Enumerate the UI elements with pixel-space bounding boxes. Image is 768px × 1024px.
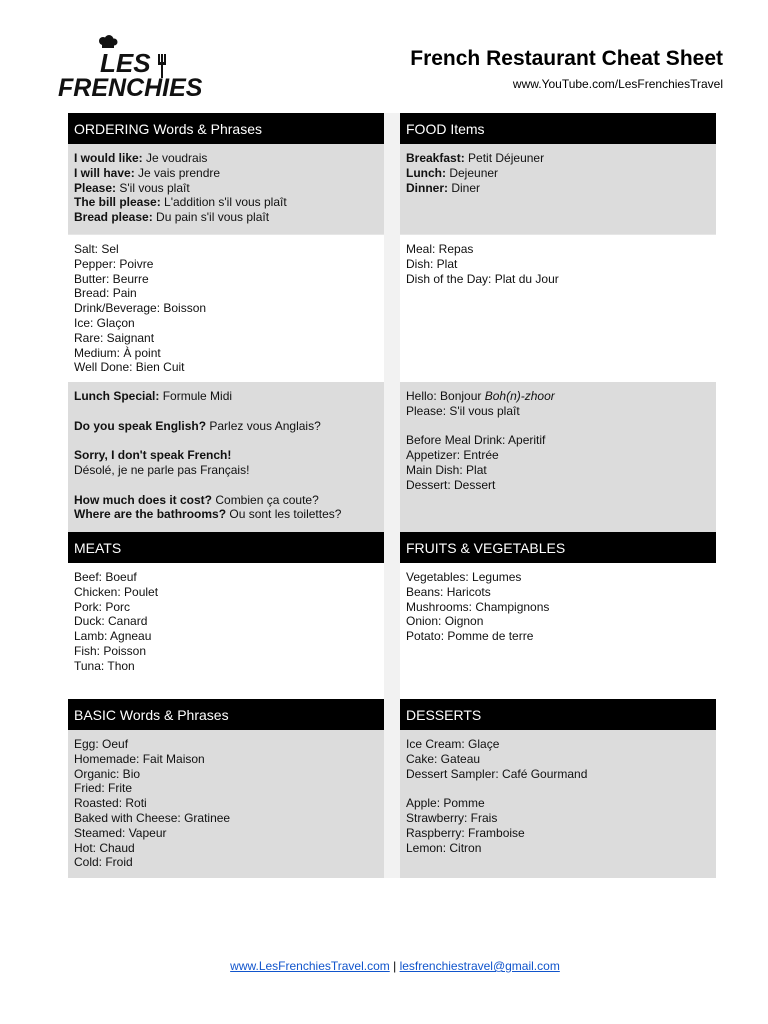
vocab-line: Cold: Froid <box>74 855 133 870</box>
vocab-line: Meal: Repas <box>406 242 474 256</box>
vocab-line: Main Dish: Plat <box>406 462 487 477</box>
vocab-line: Dish: Plat <box>406 256 458 271</box>
ordering-basics <box>68 234 384 382</box>
basic-header: BASIC Words & Phrases <box>68 699 384 730</box>
vocab-line: Ice Cream: Glaçe <box>406 737 500 751</box>
vocab-line: Well Done: Bien Cuit <box>74 360 185 375</box>
vocab-line: Cake: Gateau <box>406 751 481 766</box>
vocab-line: Fried: Frite <box>74 781 133 796</box>
vocab-line: Roasted: Roti <box>74 796 147 811</box>
ordering-header: ORDERING Words & Phrases <box>68 113 384 144</box>
phrase-line: Désolé, je ne parle pas Français! <box>74 462 250 477</box>
spacer <box>406 419 716 434</box>
vocab-line: Raspberry: Framboise <box>406 825 525 840</box>
vocab-line: Beef: Boeuf <box>74 570 137 584</box>
footer <box>0 959 768 973</box>
vocab-line: Hot: Chaud <box>74 840 135 855</box>
vocab-line: Medium: À point <box>74 345 161 360</box>
phrase-line: The bill please: L'addition s'il vous plaît <box>74 195 287 210</box>
food-dishes <box>400 234 716 382</box>
ordering-phrases <box>68 144 384 234</box>
phrase-line: I will have: Je vais prendre <box>74 165 221 180</box>
food-header: FOOD Items <box>400 113 716 144</box>
phrase-line: Lunch: Dejeuner <box>406 165 499 180</box>
meats-header: MEATS <box>68 532 384 563</box>
vocab-line: Dessert Sampler: Café Gourmand <box>406 766 588 781</box>
brand-logo <box>56 34 206 100</box>
phrase-line: Where are the bathrooms? Ou sont les toilettes? <box>74 507 342 522</box>
vocab-line: Egg: Oeuf <box>74 737 129 751</box>
vocab-line: Rare: Saignant <box>74 330 155 345</box>
phrase-line: Breakfast: Petit Déjeuner <box>406 151 545 165</box>
vocab-line: Potato: Pomme de terre <box>406 629 534 644</box>
vocab-line: Pork: Porc <box>74 599 131 614</box>
fruits-list <box>400 563 716 699</box>
basic-list <box>68 730 384 878</box>
desserts-header: DESSERTS <box>400 699 716 730</box>
phrase-line: How much does it cost? Combien ça coute? <box>74 492 319 507</box>
vocab-line: Please: S'il vous plaît <box>406 403 520 418</box>
phrase-line: Dinner: Diner <box>406 180 481 195</box>
hello-line: Hello: Bonjour Boh(n)-zhoor <box>406 389 555 403</box>
spacer <box>74 433 384 448</box>
vocab-line: Lamb: Agneau <box>74 629 152 644</box>
vocab-line: Bread: Pain <box>74 286 137 301</box>
vocab-line: Strawberry: Frais <box>406 810 498 825</box>
vocab-line: Duck: Canard <box>74 614 148 629</box>
vocab-line: Before Meal Drink: Aperitif <box>406 433 546 448</box>
vocab-line: Fish: Poisson <box>74 643 147 658</box>
vocab-line: Organic: Bio <box>74 766 141 781</box>
page-subtitle: www.YouTube.com/LesFrenchiesTravel <box>512 77 723 91</box>
phrase-line: I would like: Je voudrais <box>74 151 208 165</box>
logo-text-frenchies: FRENCHIES <box>58 74 203 100</box>
phrase-line: Do you speak English? Parlez vous Anglais? <box>74 418 321 433</box>
spacer <box>406 781 716 796</box>
logo-text-les: LES <box>100 48 151 78</box>
vocab-line: Appetizer: Entrée <box>406 448 499 463</box>
fruits-header: FRUITS & VEGETABLES <box>400 532 716 563</box>
phrase-line: Please: S'il vous plaît <box>74 180 190 195</box>
column-divider <box>384 113 400 878</box>
phrase-line: Sorry, I don't speak French! <box>74 448 232 463</box>
vocab-line: Tuna: Thon <box>74 658 135 673</box>
page-title: French Restaurant Cheat Sheet <box>410 47 723 70</box>
spacer <box>74 478 384 493</box>
vocab-line: Pepper: Poivre <box>74 256 154 271</box>
ordering-questions <box>68 382 384 532</box>
desserts-list <box>400 730 716 878</box>
food-meals <box>400 144 716 234</box>
vocab-line: Apple: Pomme <box>406 796 485 811</box>
vocab-line: Chicken: Poulet <box>74 584 159 599</box>
phrase-line: Bread please: Du pain s'il vous plaît <box>74 210 270 225</box>
vocab-line: Ice: Glaçon <box>74 315 135 330</box>
vocab-line: Onion: Oignon <box>406 614 484 629</box>
vocab-line: Butter: Beurre <box>74 271 149 286</box>
vocab-line: Salt: Sel <box>74 242 119 256</box>
footer-separator: | <box>393 959 397 973</box>
vocab-line: Steamed: Vapeur <box>74 825 167 840</box>
food-courses <box>400 382 716 532</box>
vocab-line: Mushrooms: Champignons <box>406 599 550 614</box>
vocab-line: Beans: Haricots <box>406 584 491 599</box>
vocab-line: Dessert: Dessert <box>406 477 496 492</box>
spacer <box>74 404 384 419</box>
website-link[interactable]: www.LesFrenchiesTravel.com <box>230 959 390 973</box>
email-link[interactable]: lesfrenchiestravel@gmail.com <box>399 959 560 973</box>
vocab-line: Lemon: Citron <box>406 840 482 855</box>
phrase-line: Lunch Special: Formule Midi <box>74 389 233 403</box>
vocab-line: Homemade: Fait Maison <box>74 751 205 766</box>
vocab-line: Vegetables: Legumes <box>406 570 522 584</box>
chef-hat-icon <box>99 35 118 48</box>
meats-list <box>68 563 384 699</box>
vocab-line: Dish of the Day: Plat du Jour <box>406 271 559 286</box>
vocab-line: Baked with Cheese: Gratinee <box>74 810 231 825</box>
vocab-line: Drink/Beverage: Boisson <box>74 301 207 316</box>
